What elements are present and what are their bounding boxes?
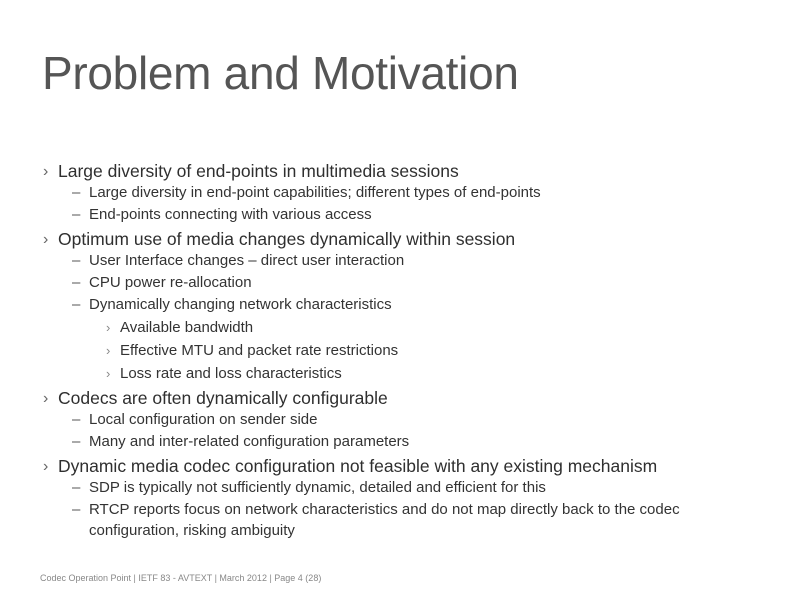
sub-sub-bullet-text: Loss rate and loss characteristics <box>120 365 342 382</box>
sub-bullet-text: RTCP reports focus on network characteristics and do not map directly back to the codec configuration, risking ambiguity <box>89 501 680 539</box>
sub-bullet-text: User Interface changes – direct user interaction <box>89 252 405 269</box>
bullet-item <box>40 229 780 250</box>
bullet-text: Dynamic media codec configuration not feasible with any existing mechanism <box>58 456 658 476</box>
sub-bullet-item <box>40 477 780 499</box>
sub-bullet-item <box>40 272 780 294</box>
sub-bullet-marker: – <box>72 501 81 518</box>
bullet-marker: › <box>43 163 49 180</box>
sub-sub-bullet-text: Effective MTU and packet rate restrictions <box>120 342 399 359</box>
slide-footer: Codec Operation Point | IETF 83 - AVTEXT | March 2012 | Page 4 (28) <box>40 573 322 583</box>
sub-bullet-marker: – <box>72 296 81 313</box>
bullet-item <box>40 456 780 477</box>
sub-bullet-marker: – <box>72 206 81 223</box>
sub-bullet-item <box>40 250 780 272</box>
sub-bullet-text: End-points connecting with various access <box>89 206 372 223</box>
bullet-list <box>40 161 780 541</box>
sub-bullet-item <box>40 182 780 204</box>
sub-bullet-text: Local configuration on sender side <box>89 411 318 428</box>
bullet-marker: › <box>43 231 49 248</box>
sub-bullet-text: Large diversity in end-point capabilities; different types of end-points <box>89 184 541 201</box>
sub-bullet-marker: – <box>72 184 81 201</box>
sub-bullet-text: Dynamically changing network characteristics <box>89 296 392 313</box>
sub-bullet-item <box>40 409 780 431</box>
sub-bullet-marker: – <box>72 479 81 496</box>
sub-bullet-marker: – <box>72 411 81 428</box>
sub-sub-bullet-marker: › <box>106 320 111 335</box>
slide-title: Problem and Motivation <box>42 47 519 99</box>
bullet-text: Optimum use of media changes dynamically within session <box>58 229 516 249</box>
sub-bullet-text: SDP is typically not sufficiently dynamic, detailed and efficient for this <box>89 479 546 496</box>
sub-sub-bullet-item <box>40 362 780 385</box>
bullet-text: Large diversity of end-points in multimedia sessions <box>58 161 459 181</box>
bullet-item <box>40 388 780 409</box>
sub-bullet-item <box>40 204 780 226</box>
sub-sub-bullet-marker: › <box>106 366 111 381</box>
bullet-marker: › <box>43 458 49 475</box>
sub-bullet-item <box>40 499 749 541</box>
bullet-item <box>40 161 780 182</box>
bullet-marker: › <box>43 390 49 407</box>
sub-bullet-marker: – <box>72 274 81 291</box>
bullet-text: Codecs are often dynamically configurable <box>58 388 388 408</box>
sub-sub-bullet-item <box>40 316 780 339</box>
sub-bullet-text: Many and inter-related configuration parameters <box>89 433 410 450</box>
sub-bullet-marker: – <box>72 433 81 450</box>
sub-sub-bullet-marker: › <box>106 343 111 358</box>
sub-sub-bullet-item <box>40 339 780 362</box>
sub-bullet-text: CPU power re-allocation <box>89 274 252 291</box>
sub-bullet-item <box>40 294 780 316</box>
sub-sub-bullet-text: Available bandwidth <box>120 319 254 336</box>
sub-bullet-item <box>40 431 780 453</box>
sub-bullet-marker: – <box>72 252 81 269</box>
